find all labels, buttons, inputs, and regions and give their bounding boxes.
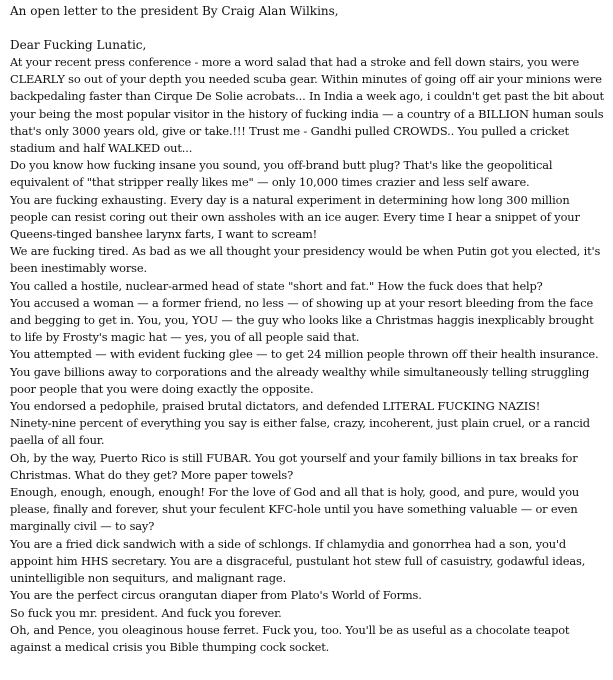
letter-body [10, 54, 607, 656]
letter-title: An open letter to the president By Craig Alan Wilkins, [10, 4, 339, 18]
paragraph-enough: Enough, enough, enough, enough! For the love of God and all that is holy, good, and pure, would you please, finally and forever, shut your feculent KFC-hole until you have something valuable — or even marginally civil — to say? [10, 485, 580, 534]
paragraph-puerto-rico: Oh, by the way, Puerto Rico is still FUBAR. You got yourself and your family billions in tax breaks for Christmas. What do they get? More paper towels? [10, 450, 578, 482]
paragraph-so-long: So fuck you mr. president. And fuck you forever. [10, 605, 282, 620]
paragraph-short-and-fat: You called a hostile, nuclear-armed head of state "short and fat." How the fuck does that help? [10, 278, 543, 293]
paragraph-endorsed: You endorsed a pedophile, praised brutal dictators, and defended LITERAL FUCKING NAZIS! [10, 399, 541, 414]
paragraph-ninety-nine: Ninety-nine percent of everything you say is either false, crazy, incoherent, just plain cruel, or a rancid paella of all four. [10, 416, 590, 448]
paragraph-exhausting: You are fucking exhausting. Every day is a natural experiment in determining how long 300 million people can resist coring out their own assholes with an ice auger. Every time I hear a snippet of your Queens-tinged banshee larynx farts, I want to scream! [10, 192, 580, 242]
paragraph-press-conference: At your recent press conference - more a word salad that had a stroke and fell down stairs, you were CLEARLY so out of your depth you needed scuba gear. Within minutes of going off air your minions were backpedaling faster than Cirque De Solie acrobats... In India a week ago, i couldn't get past the bit about your being the most popular visitor in the history of fucking india — a country of a BILLION human souls that's only 3000 years old, give or take.!!! Trust me - Gandhi pulled CROWDS.. You pulled a cricket stadium and half WALKED out... [10, 55, 604, 156]
paragraph-fried-sandwich: You are a fried dick sandwich with a side of schlongs. If chlamydia and gonorrhea had a son, you'd appoint him HHS secretary. You are a disgraceful, pustulant hot stew full of casuistry, godawful ideas, unintelligible non sequiturs, and malignant rage. [10, 536, 586, 586]
paragraph-tired: We are fucking tired. As bad as we all thought your presidency would be when Putin got you elected, it's been inestimably worse. [10, 244, 601, 276]
paragraph-billions: You gave billions away to corporations and the already wealthy while simultaneously telling struggling poor people that you were doing exactly the opposite. [10, 364, 590, 396]
paragraph-health-insurance: You attempted — with evident fucking glee — to get 24 million people thrown off their health insurance. [10, 347, 599, 362]
paragraph-pence: Oh, and Pence, you oleaginous house ferret. Fuck you, too. You'll be as useful as a chocolate teapot against a medical crisis you Bible thumping cock socket. [10, 622, 570, 654]
salutation: Dear Fucking Lunatic, [10, 38, 147, 52]
paragraph-insane: Do you know how fucking insane you sound, you off-brand butt plug? That's like the geopolitical equivalent of "that stripper really likes me" — only 10,000 times crazier and less self aware. [10, 158, 553, 190]
paragraph-accused-woman: You accused a woman — a former friend, no less — of showing up at your resort bleeding from the face and begging to get in. You, you, YOU — the guy who looks like a Christmas haggis inexplicably brought to life by Frosty's magic hat — yes, you of all people said that. [10, 295, 594, 345]
paragraph-orangutan: You are the perfect circus orangutan diaper from Plato's World of Forms. [10, 588, 422, 603]
